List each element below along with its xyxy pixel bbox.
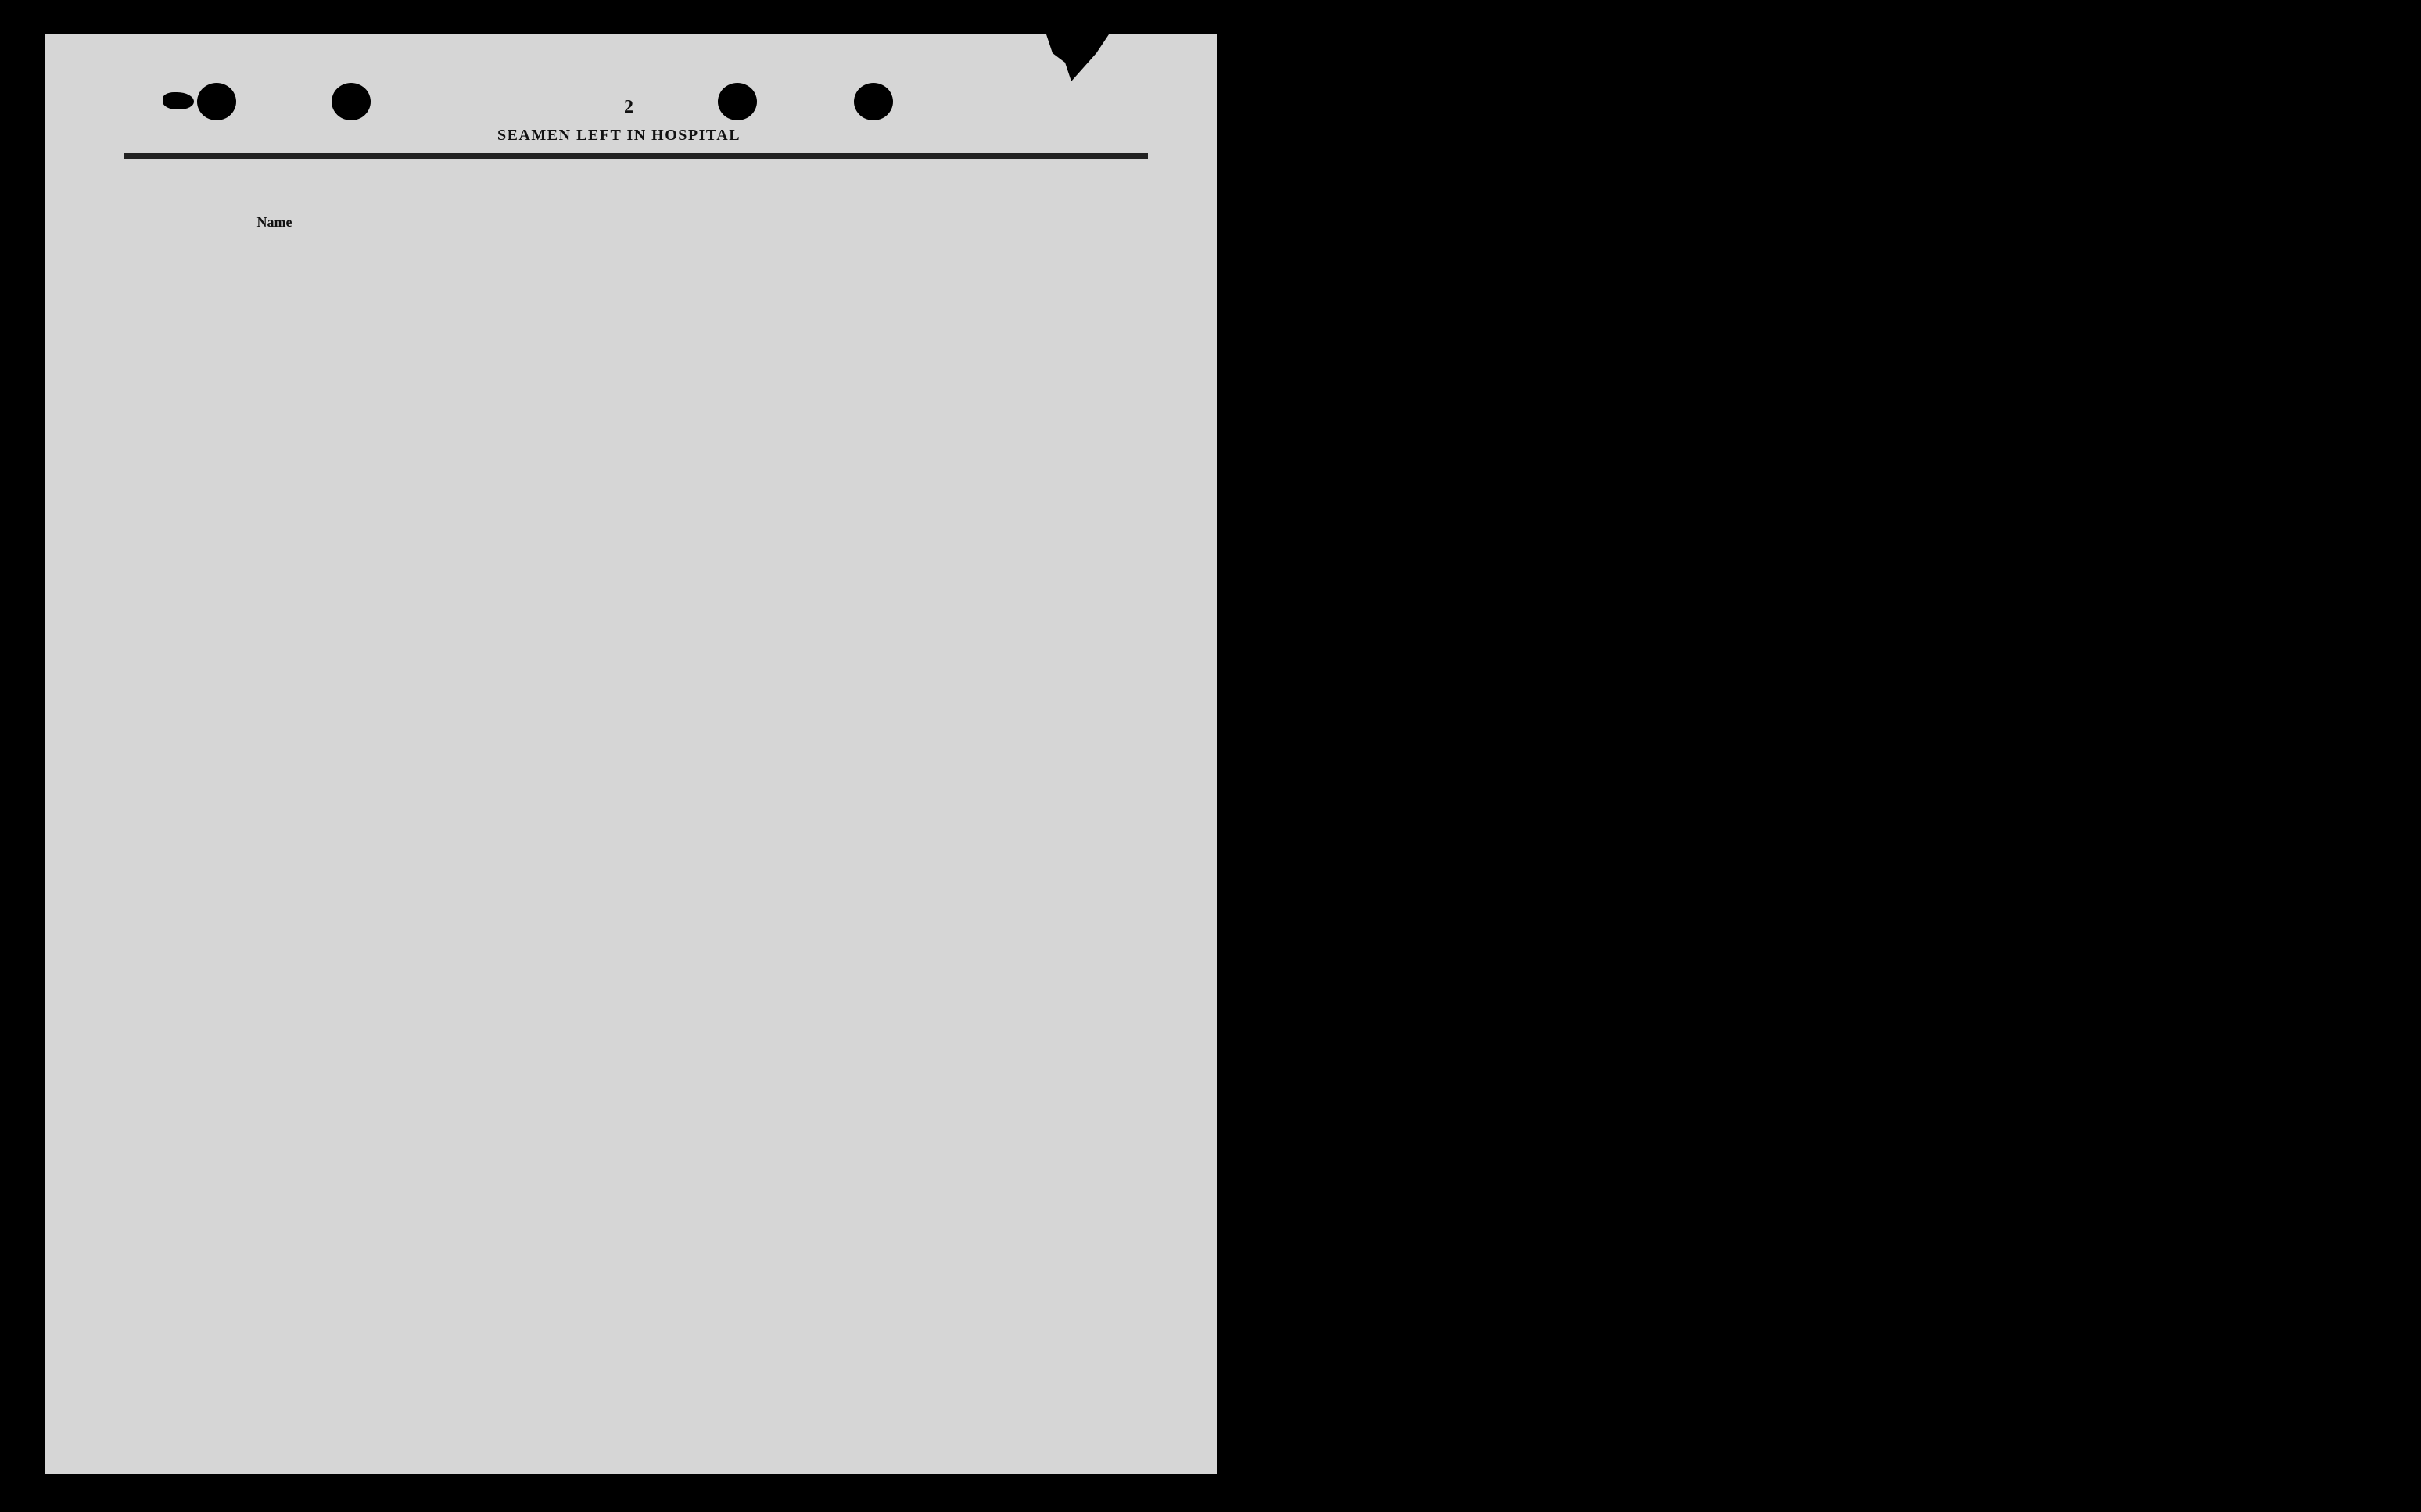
torn-edge xyxy=(1046,34,1109,81)
binder-hole xyxy=(718,83,757,120)
binder-hole xyxy=(332,83,371,120)
hospital-table xyxy=(120,166,1148,478)
column-header-name: Name xyxy=(256,214,292,230)
binder-hole xyxy=(197,83,236,120)
hospital-section-title: SEAMEN LEFT IN HOSPITAL xyxy=(497,127,741,144)
binder-hole xyxy=(854,83,893,120)
left-page xyxy=(45,34,1217,1474)
page-number: 2 xyxy=(624,97,633,117)
torn-edge xyxy=(163,92,194,109)
header-rule xyxy=(124,153,1148,159)
